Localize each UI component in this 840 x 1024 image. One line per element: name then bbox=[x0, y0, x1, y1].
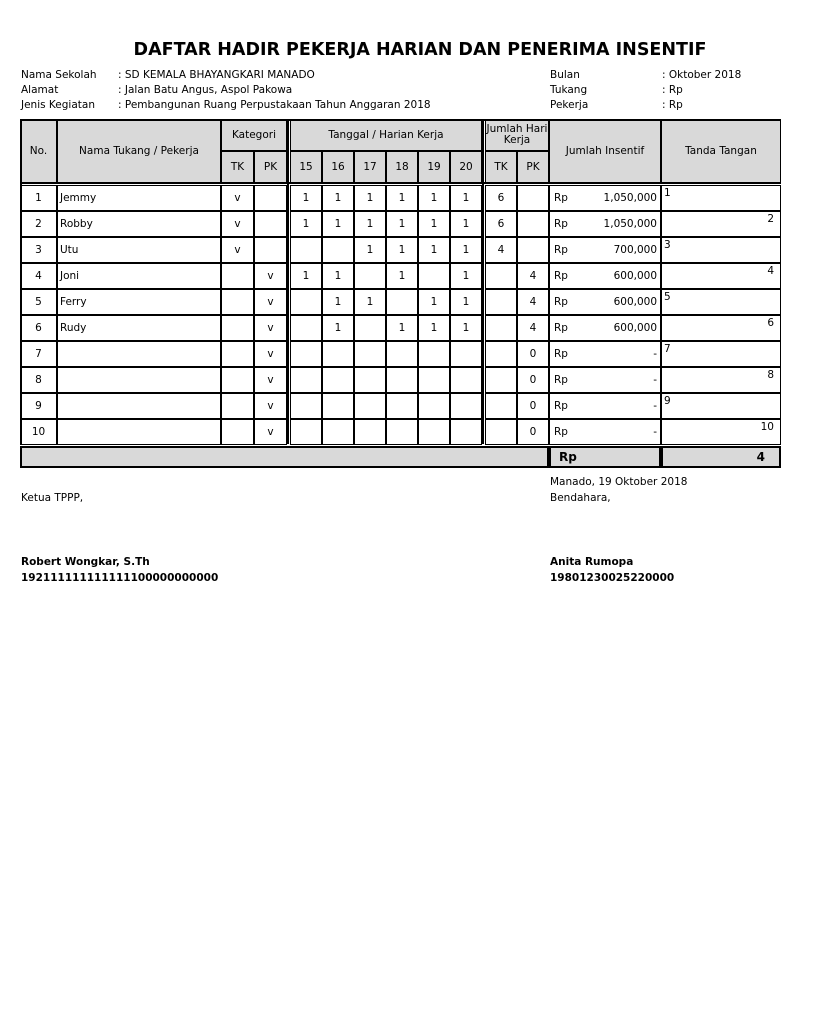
cell-day: 1 bbox=[450, 211, 482, 237]
cell-kategori-tk bbox=[221, 393, 254, 419]
cell-signature[interactable] bbox=[661, 367, 781, 393]
cell-name bbox=[57, 393, 221, 419]
cell-day: 1 bbox=[322, 289, 354, 315]
signature-number: 1 bbox=[664, 187, 671, 199]
cell-no: 4 bbox=[20, 263, 57, 289]
amount-value: - bbox=[653, 374, 657, 386]
cell-day bbox=[450, 419, 482, 445]
cell-insentif bbox=[549, 289, 661, 315]
cell-no: 2 bbox=[20, 211, 57, 237]
cell-day bbox=[354, 367, 386, 393]
amount-value: 600,000 bbox=[613, 322, 657, 334]
cell-day bbox=[322, 237, 354, 263]
cell-name bbox=[57, 341, 221, 367]
cell-kategori-tk bbox=[221, 263, 254, 289]
signature-number: 8 bbox=[767, 369, 774, 381]
cell-hari-pk: 0 bbox=[517, 393, 549, 419]
label-nama-sekolah: Nama Sekolah bbox=[21, 69, 97, 81]
cell-insentif bbox=[549, 315, 661, 341]
currency-label: Rp bbox=[554, 322, 568, 334]
cell-hari-tk bbox=[485, 419, 517, 445]
cell-day: 1 bbox=[290, 211, 322, 237]
cell-name: Robby bbox=[57, 211, 221, 237]
header-jumlah-hari: Jumlah Hari Kerja bbox=[485, 119, 549, 151]
cell-hari-pk: 0 bbox=[517, 341, 549, 367]
cell-day: 1 bbox=[354, 289, 386, 315]
cell-day: 1 bbox=[418, 185, 450, 211]
cell-insentif bbox=[549, 419, 661, 445]
amount-value: - bbox=[653, 426, 657, 438]
cell-day: 1 bbox=[418, 237, 450, 263]
cell-hari-tk bbox=[485, 393, 517, 419]
header-insentif: Jumlah Insentif bbox=[549, 119, 661, 183]
cell-insentif bbox=[549, 367, 661, 393]
cell-kategori-tk bbox=[221, 315, 254, 341]
cell-no: 10 bbox=[20, 419, 57, 445]
cell-kategori-pk: v bbox=[254, 315, 287, 341]
cell-day: 1 bbox=[418, 289, 450, 315]
cell-day bbox=[354, 393, 386, 419]
cell-day bbox=[322, 341, 354, 367]
cell-hari-tk bbox=[485, 289, 517, 315]
amount-value: 700,000 bbox=[613, 244, 657, 256]
cell-day bbox=[418, 419, 450, 445]
cell-kategori-pk: v bbox=[254, 341, 287, 367]
left-signer-name: Robert Wongkar, S.Th bbox=[21, 556, 150, 568]
cell-day bbox=[290, 367, 322, 393]
cell-kategori-pk: v bbox=[254, 419, 287, 445]
cell-insentif bbox=[549, 341, 661, 367]
cell-day bbox=[290, 289, 322, 315]
cell-kategori-pk: v bbox=[254, 289, 287, 315]
cell-day: 1 bbox=[354, 185, 386, 211]
cell-name: Joni bbox=[57, 263, 221, 289]
signature-number: 5 bbox=[664, 291, 671, 303]
cell-day bbox=[386, 393, 418, 419]
cell-day bbox=[290, 419, 322, 445]
cell-day: 1 bbox=[290, 263, 322, 289]
cell-kategori-pk bbox=[254, 211, 287, 237]
cell-insentif bbox=[549, 211, 661, 237]
amount-value: 1,050,000 bbox=[603, 218, 657, 230]
table-left-border bbox=[20, 119, 22, 444]
cell-day: 1 bbox=[386, 211, 418, 237]
label-jenis-kegiatan: Jenis Kegiatan bbox=[21, 99, 95, 111]
signature-number: 9 bbox=[664, 395, 671, 407]
right-signer-name: Anita Rumopa bbox=[550, 556, 634, 568]
cell-hari-tk: 4 bbox=[485, 237, 517, 263]
currency-label: Rp bbox=[554, 400, 568, 412]
cell-kategori-tk bbox=[221, 341, 254, 367]
cell-signature[interactable] bbox=[661, 341, 781, 367]
signature-number: 4 bbox=[767, 265, 774, 277]
cell-kategori-tk: v bbox=[221, 211, 254, 237]
cell-hari-pk: 4 bbox=[517, 289, 549, 315]
cell-kategori-pk: v bbox=[254, 393, 287, 419]
cell-signature[interactable] bbox=[661, 237, 781, 263]
cell-day bbox=[386, 341, 418, 367]
cell-signature[interactable] bbox=[661, 315, 781, 341]
currency-label: Rp bbox=[554, 192, 568, 204]
cell-hari-tk: 6 bbox=[485, 185, 517, 211]
cell-signature[interactable] bbox=[661, 211, 781, 237]
cell-signature[interactable] bbox=[661, 393, 781, 419]
value-jenis-kegiatan: : Pembangunan Ruang Perpustakaan Tahun Anggaran 2018 bbox=[118, 99, 431, 111]
value-bulan: : Oktober 2018 bbox=[662, 69, 742, 81]
left-role: Ketua TPPP, bbox=[21, 492, 84, 504]
cell-day: 1 bbox=[322, 263, 354, 289]
cell-day bbox=[322, 393, 354, 419]
header-date: 19 bbox=[418, 151, 450, 183]
cell-no: 8 bbox=[20, 367, 57, 393]
cell-day bbox=[322, 419, 354, 445]
cell-name bbox=[57, 367, 221, 393]
cell-day: 1 bbox=[354, 211, 386, 237]
cell-day bbox=[418, 393, 450, 419]
cell-no: 1 bbox=[20, 185, 57, 211]
cell-name: Ferry bbox=[57, 289, 221, 315]
cell-day: 1 bbox=[450, 315, 482, 341]
cell-day bbox=[290, 237, 322, 263]
cell-kategori-pk bbox=[254, 237, 287, 263]
right-signer-id: 19801230025220000 bbox=[550, 572, 675, 584]
cell-no: 3 bbox=[20, 237, 57, 263]
cell-day bbox=[354, 315, 386, 341]
cell-hari-tk bbox=[485, 367, 517, 393]
cell-signature[interactable] bbox=[661, 185, 781, 211]
cell-day: 1 bbox=[290, 185, 322, 211]
cell-name: Utu bbox=[57, 237, 221, 263]
cell-hari-pk: 0 bbox=[517, 419, 549, 445]
signature-number: 6 bbox=[767, 317, 774, 329]
cell-day bbox=[450, 393, 482, 419]
value-pekerja: : Rp bbox=[662, 99, 683, 111]
cell-day: 1 bbox=[386, 263, 418, 289]
amount-value: 600,000 bbox=[613, 270, 657, 282]
signature-number: 2 bbox=[767, 213, 774, 225]
currency-label: Rp bbox=[554, 426, 568, 438]
value-tukang: : Rp bbox=[662, 84, 683, 96]
cell-hari-pk: 4 bbox=[517, 263, 549, 289]
header-date: 17 bbox=[354, 151, 386, 183]
cell-insentif bbox=[549, 393, 661, 419]
table-top-border bbox=[20, 119, 781, 121]
amount-value: - bbox=[653, 348, 657, 360]
amount-value: 600,000 bbox=[613, 296, 657, 308]
cell-day bbox=[386, 289, 418, 315]
cell-insentif bbox=[549, 237, 661, 263]
tanggal-divider bbox=[482, 119, 484, 444]
cell-hari-tk bbox=[485, 315, 517, 341]
signature-number: 3 bbox=[664, 239, 671, 251]
cell-hari-pk: 4 bbox=[517, 315, 549, 341]
header-date: 16 bbox=[322, 151, 354, 183]
cell-hari-tk bbox=[485, 263, 517, 289]
currency-label: Rp bbox=[554, 270, 568, 282]
cell-name bbox=[57, 419, 221, 445]
total-rp: Rp bbox=[549, 446, 661, 468]
header-no: No. bbox=[20, 119, 57, 183]
amount-value: - bbox=[653, 400, 657, 412]
label-tukang: Tukang bbox=[550, 84, 588, 96]
page-title: DAFTAR HADIR PEKERJA HARIAN DAN PENERIMA INSENTIF bbox=[133, 40, 707, 60]
cell-signature[interactable] bbox=[661, 289, 781, 315]
cell-insentif bbox=[549, 263, 661, 289]
cell-day: 1 bbox=[418, 211, 450, 237]
cell-name: Rudy bbox=[57, 315, 221, 341]
label-alamat: Alamat bbox=[21, 84, 59, 96]
header-kategori-pk: PK bbox=[254, 151, 287, 183]
cell-day: 1 bbox=[418, 315, 450, 341]
cell-day: 1 bbox=[386, 237, 418, 263]
cell-day: 1 bbox=[386, 185, 418, 211]
value-nama-sekolah: : SD KEMALA BHAYANGKARI MANADO bbox=[118, 69, 315, 81]
cell-day: 1 bbox=[450, 289, 482, 315]
cell-day: 1 bbox=[322, 315, 354, 341]
amount-value: 1,050,000 bbox=[603, 192, 657, 204]
cell-kategori-tk: v bbox=[221, 185, 254, 211]
cell-no: 7 bbox=[20, 341, 57, 367]
currency-label: Rp bbox=[554, 374, 568, 386]
cell-kategori-pk: v bbox=[254, 367, 287, 393]
header-date: 15 bbox=[290, 151, 322, 183]
cell-hari-tk: 6 bbox=[485, 211, 517, 237]
cell-day bbox=[450, 341, 482, 367]
cell-day bbox=[290, 393, 322, 419]
header-divider bbox=[20, 182, 781, 184]
right-role: Bendahara, bbox=[550, 492, 611, 504]
cell-kategori-tk bbox=[221, 289, 254, 315]
cell-no: 6 bbox=[20, 315, 57, 341]
place-date: Manado, 19 Oktober 2018 bbox=[550, 476, 688, 488]
cell-day bbox=[290, 315, 322, 341]
header-name: Nama Tukang / Pekerja bbox=[57, 119, 221, 183]
header-kategori-tk: TK bbox=[221, 151, 254, 183]
cell-insentif bbox=[549, 185, 661, 211]
cell-signature[interactable] bbox=[661, 263, 781, 289]
signature-number: 7 bbox=[664, 343, 671, 355]
cell-day bbox=[386, 419, 418, 445]
cell-no: 5 bbox=[20, 289, 57, 315]
cell-day bbox=[386, 367, 418, 393]
cell-day bbox=[354, 263, 386, 289]
value-alamat: : Jalan Batu Angus, Aspol Pakowa bbox=[118, 84, 293, 96]
cell-kategori-tk bbox=[221, 367, 254, 393]
header-kategori: Kategori bbox=[221, 119, 287, 151]
cell-day bbox=[418, 263, 450, 289]
header-hari-pk: PK bbox=[517, 151, 549, 183]
cell-hari-pk bbox=[517, 211, 549, 237]
left-signer-id: 192111111111111100000000000 bbox=[21, 572, 219, 584]
currency-label: Rp bbox=[554, 296, 568, 308]
total-row-label bbox=[20, 446, 549, 468]
kategori-divider bbox=[287, 119, 289, 444]
cell-hari-pk bbox=[517, 185, 549, 211]
cell-kategori-pk: v bbox=[254, 263, 287, 289]
cell-day bbox=[450, 367, 482, 393]
cell-day: 1 bbox=[450, 237, 482, 263]
cell-day: 1 bbox=[450, 185, 482, 211]
header-tanggal: Tanggal / Harian Kerja bbox=[290, 119, 482, 151]
header-date: 20 bbox=[450, 151, 482, 183]
cell-signature[interactable] bbox=[661, 419, 781, 445]
cell-no: 9 bbox=[20, 393, 57, 419]
cell-day bbox=[354, 341, 386, 367]
signature-number: 10 bbox=[760, 421, 774, 433]
cell-day bbox=[354, 419, 386, 445]
total-value: 4 bbox=[661, 446, 781, 468]
currency-label: Rp bbox=[554, 218, 568, 230]
cell-kategori-tk: v bbox=[221, 237, 254, 263]
label-pekerja: Pekerja bbox=[550, 99, 589, 111]
header-hari-tk: TK bbox=[485, 151, 517, 183]
cell-hari-pk bbox=[517, 237, 549, 263]
label-bulan: Bulan bbox=[550, 69, 580, 81]
header-tanda-tangan: Tanda Tangan bbox=[661, 119, 781, 183]
cell-day bbox=[418, 341, 450, 367]
cell-day: 1 bbox=[322, 211, 354, 237]
currency-label: Rp bbox=[554, 348, 568, 360]
header-date: 18 bbox=[386, 151, 418, 183]
cell-name: Jemmy bbox=[57, 185, 221, 211]
cell-day bbox=[418, 367, 450, 393]
cell-hari-pk: 0 bbox=[517, 367, 549, 393]
cell-day bbox=[290, 341, 322, 367]
cell-day bbox=[322, 367, 354, 393]
cell-hari-tk bbox=[485, 341, 517, 367]
cell-day: 1 bbox=[322, 185, 354, 211]
currency-label: Rp bbox=[554, 244, 568, 256]
cell-day: 1 bbox=[354, 237, 386, 263]
cell-day: 1 bbox=[450, 263, 482, 289]
cell-kategori-pk bbox=[254, 185, 287, 211]
cell-kategori-tk bbox=[221, 419, 254, 445]
cell-day: 1 bbox=[386, 315, 418, 341]
